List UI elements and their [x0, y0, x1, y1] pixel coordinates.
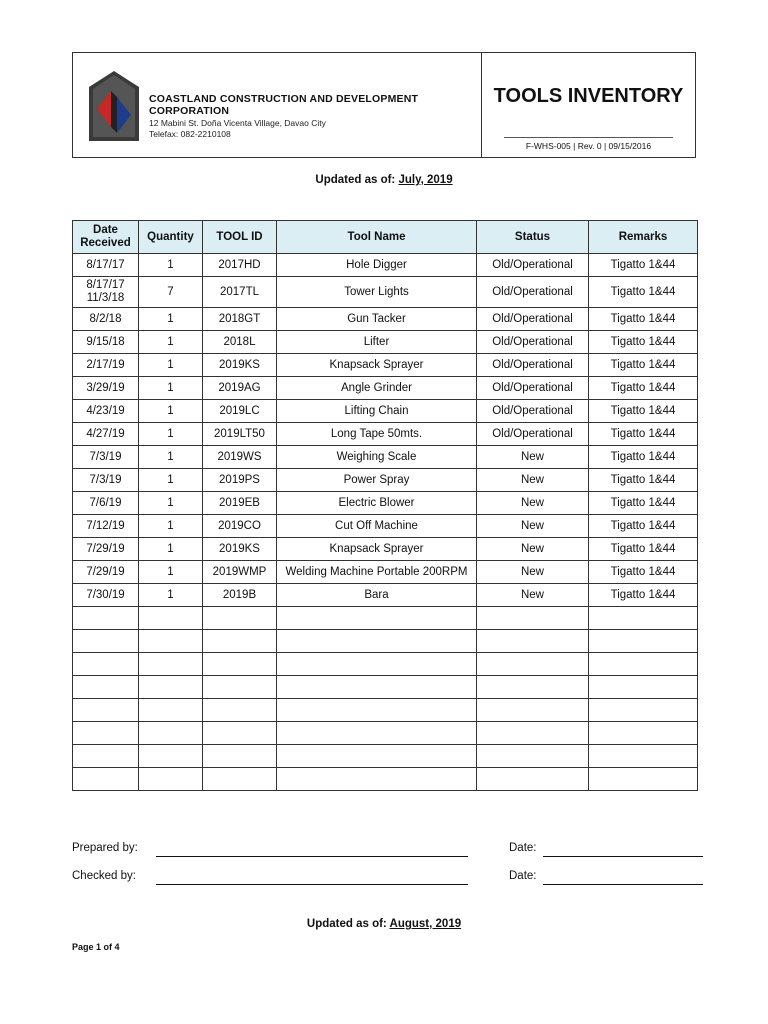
empty-cell[interactable] — [477, 722, 589, 745]
cell-remarks: Tigatto 1&44 — [589, 469, 698, 492]
empty-cell[interactable] — [73, 630, 139, 653]
cell-status: Old/Operational — [477, 377, 589, 400]
table-row — [73, 584, 698, 607]
checked-by-label: Checked by: — [72, 870, 136, 882]
cell-date-received: 7/6/19 — [73, 492, 139, 515]
col-status: Status — [477, 221, 589, 254]
cell-tool-name: Electric Blower — [277, 492, 477, 515]
cell-remarks: Tigatto 1&44 — [589, 308, 698, 331]
cell-tool-name: Cut Off Machine — [277, 515, 477, 538]
empty-cell[interactable] — [73, 722, 139, 745]
cell-quantity: 1 — [139, 446, 203, 469]
empty-cell[interactable] — [477, 653, 589, 676]
updated-value: August, 2019 — [389, 918, 462, 930]
cell-status: New — [477, 561, 589, 584]
prepared-date-label: Date: — [509, 842, 537, 854]
cell-tool-id: 2019WS — [203, 446, 277, 469]
empty-cell[interactable] — [477, 745, 589, 768]
empty-cell[interactable] — [477, 699, 589, 722]
cell-remarks: Tigatto 1&44 — [589, 331, 698, 354]
updated-label: Updated as of: — [315, 174, 399, 186]
company-address: 12 Mabini St. Doña Vicenta Village, Davao City — [149, 118, 326, 128]
cell-date-received: 4/27/19 — [73, 423, 139, 446]
empty-cell[interactable] — [203, 722, 277, 745]
cell-remarks: Tigatto 1&44 — [589, 515, 698, 538]
cell-status: Old/Operational — [477, 354, 589, 377]
cell-remarks: Tigatto 1&44 — [589, 400, 698, 423]
company-info — [149, 93, 481, 139]
cell-quantity: 1 — [139, 584, 203, 607]
form-code: F-WHS-005 | Rev. 0 | 09/15/2016 — [525, 141, 652, 151]
cell-quantity: 1 — [139, 400, 203, 423]
empty-cell[interactable] — [477, 630, 589, 653]
cell-tool-id: 2017TL — [203, 277, 277, 308]
cell-date-received: 7/3/19 — [73, 469, 139, 492]
empty-cell[interactable] — [203, 676, 277, 699]
company-telefax: Telefax: 082-2210108 — [149, 129, 231, 139]
inventory-table — [72, 220, 698, 791]
empty-table-row — [73, 699, 698, 722]
updated-as-of-bottom — [0, 918, 768, 930]
empty-cell[interactable] — [477, 676, 589, 699]
cell-quantity: 1 — [139, 492, 203, 515]
empty-cell[interactable] — [139, 768, 203, 791]
cell-status: Old/Operational — [477, 254, 589, 277]
cell-quantity: 1 — [139, 561, 203, 584]
empty-cell[interactable] — [139, 745, 203, 768]
cell-date-received: 7/30/19 — [73, 584, 139, 607]
cell-tool-name: Welding Machine Portable 200RPM — [277, 561, 477, 584]
table-row — [73, 331, 698, 354]
cell-status: Old/Operational — [477, 400, 589, 423]
empty-table-row — [73, 722, 698, 745]
prepared-date-line[interactable] — [543, 856, 703, 857]
empty-cell[interactable] — [139, 722, 203, 745]
checked-date-line[interactable] — [543, 884, 703, 885]
empty-cell[interactable] — [203, 699, 277, 722]
empty-cell[interactable] — [277, 676, 477, 699]
table-row — [73, 538, 698, 561]
title-block — [482, 53, 695, 157]
cell-date-received: 7/29/19 — [73, 561, 139, 584]
cell-status: Old/Operational — [477, 331, 589, 354]
cell-date-received: 8/17/17 11/3/18 — [73, 277, 139, 308]
cell-tool-name: Weighing Scale — [277, 446, 477, 469]
cell-tool-name: Bara — [277, 584, 477, 607]
empty-cell[interactable] — [73, 653, 139, 676]
table-row — [73, 400, 698, 423]
col-remarks: Remarks — [589, 221, 698, 254]
empty-cell[interactable] — [277, 699, 477, 722]
empty-cell[interactable] — [73, 699, 139, 722]
cell-date-received: 8/2/18 — [73, 308, 139, 331]
cell-date-received: 2/17/19 — [73, 354, 139, 377]
cell-date-received: 8/17/17 — [73, 254, 139, 277]
cell-quantity: 1 — [139, 331, 203, 354]
cell-remarks: Tigatto 1&44 — [589, 561, 698, 584]
checked-date-label: Date: — [509, 870, 537, 882]
company-logo-icon — [87, 69, 141, 143]
empty-cell[interactable] — [203, 630, 277, 653]
cell-tool-name: Long Tape 50mts. — [277, 423, 477, 446]
cell-status: New — [477, 492, 589, 515]
cell-quantity: 1 — [139, 515, 203, 538]
cell-tool-id: 2019LC — [203, 400, 277, 423]
cell-tool-name: Hole Digger — [277, 254, 477, 277]
empty-cell[interactable] — [589, 653, 698, 676]
col-date-received: Date Received — [73, 221, 139, 254]
empty-cell[interactable] — [277, 630, 477, 653]
cell-tool-id: 2019WMP — [203, 561, 277, 584]
cell-tool-name: Power Spray — [277, 469, 477, 492]
cell-date-received: 7/29/19 — [73, 538, 139, 561]
table-row — [73, 423, 698, 446]
cell-status: New — [477, 584, 589, 607]
empty-cell[interactable] — [73, 676, 139, 699]
cell-quantity: 1 — [139, 254, 203, 277]
cell-status: Old/Operational — [477, 423, 589, 446]
cell-quantity: 1 — [139, 423, 203, 446]
cell-quantity: 1 — [139, 538, 203, 561]
empty-cell[interactable] — [589, 676, 698, 699]
empty-cell[interactable] — [73, 768, 139, 791]
cell-tool-name: Lifting Chain — [277, 400, 477, 423]
cell-tool-id: 2019AG — [203, 377, 277, 400]
cell-status: New — [477, 538, 589, 561]
empty-cell[interactable] — [277, 607, 477, 630]
empty-cell[interactable] — [277, 768, 477, 791]
cell-tool-name: Knapsack Sprayer — [277, 354, 477, 377]
cell-tool-id: 2019LT50 — [203, 423, 277, 446]
empty-cell[interactable] — [589, 630, 698, 653]
cell-tool-id: 2019KS — [203, 354, 277, 377]
col-tool-name: Tool Name — [277, 221, 477, 254]
divider — [504, 137, 673, 138]
cell-status: Old/Operational — [477, 277, 589, 308]
empty-cell[interactable] — [277, 722, 477, 745]
cell-remarks: Tigatto 1&44 — [589, 423, 698, 446]
cell-status: Old/Operational — [477, 308, 589, 331]
cell-status: New — [477, 515, 589, 538]
cell-remarks: Tigatto 1&44 — [589, 584, 698, 607]
cell-date-received: 7/12/19 — [73, 515, 139, 538]
empty-table-row — [73, 768, 698, 791]
empty-cell[interactable] — [277, 745, 477, 768]
cell-tool-name: Angle Grinder — [277, 377, 477, 400]
empty-table-row — [73, 745, 698, 768]
cell-remarks: Tigatto 1&44 — [589, 354, 698, 377]
cell-remarks: Tigatto 1&44 — [589, 377, 698, 400]
document-title: TOOLS INVENTORY — [493, 85, 684, 107]
empty-table-row — [73, 630, 698, 653]
empty-cell[interactable] — [139, 607, 203, 630]
cell-remarks: Tigatto 1&44 — [589, 538, 698, 561]
table-body — [73, 254, 698, 791]
cell-quantity: 1 — [139, 354, 203, 377]
cell-status: New — [477, 446, 589, 469]
cell-status: New — [477, 469, 589, 492]
updated-as-of-top — [0, 174, 768, 186]
form-header — [72, 52, 696, 158]
table-row — [73, 469, 698, 492]
empty-cell[interactable] — [203, 607, 277, 630]
cell-remarks: Tigatto 1&44 — [589, 277, 698, 308]
updated-value: July, 2019 — [398, 174, 453, 186]
empty-cell[interactable] — [139, 699, 203, 722]
empty-cell[interactable] — [139, 676, 203, 699]
updated-label: Updated as of: — [306, 918, 390, 930]
table-row — [73, 377, 698, 400]
table-row — [73, 277, 698, 308]
empty-table-row — [73, 653, 698, 676]
cell-tool-id: 2019CO — [203, 515, 277, 538]
empty-cell[interactable] — [589, 699, 698, 722]
empty-cell[interactable] — [203, 745, 277, 768]
cell-date-received: 3/29/19 — [73, 377, 139, 400]
table-row — [73, 561, 698, 584]
empty-cell[interactable] — [277, 653, 477, 676]
company-name: COASTLAND CONSTRUCTION AND DEVELOPMENT CORPORATION — [149, 93, 419, 117]
table-row — [73, 515, 698, 538]
table-row — [73, 446, 698, 469]
cell-tool-id: 2019EB — [203, 492, 277, 515]
cell-date-received: 7/3/19 — [73, 446, 139, 469]
cell-tool-id: 2018L — [203, 331, 277, 354]
empty-cell[interactable] — [477, 607, 589, 630]
empty-cell[interactable] — [589, 745, 698, 768]
cell-tool-id: 2017HD — [203, 254, 277, 277]
cell-tool-id: 2019PS — [203, 469, 277, 492]
cell-tool-id: 2018GT — [203, 308, 277, 331]
cell-remarks: Tigatto 1&44 — [589, 446, 698, 469]
cell-date-received: 9/15/18 — [73, 331, 139, 354]
company-block — [73, 53, 482, 157]
table-row — [73, 308, 698, 331]
cell-quantity: 1 — [139, 469, 203, 492]
col-quantity: Quantity — [139, 221, 203, 254]
empty-cell[interactable] — [73, 745, 139, 768]
empty-cell[interactable] — [203, 768, 277, 791]
table-row — [73, 254, 698, 277]
col-tool-id: TOOL ID — [203, 221, 277, 254]
empty-cell[interactable] — [589, 607, 698, 630]
cell-tool-name: Lifter — [277, 331, 477, 354]
empty-table-row — [73, 676, 698, 699]
empty-cell[interactable] — [139, 653, 203, 676]
empty-cell[interactable] — [589, 768, 698, 791]
empty-cell[interactable] — [477, 768, 589, 791]
cell-tool-name: Knapsack Sprayer — [277, 538, 477, 561]
cell-tool-id: 2019KS — [203, 538, 277, 561]
cell-quantity: 1 — [139, 308, 203, 331]
checked-by-line[interactable] — [156, 884, 468, 885]
empty-cell[interactable] — [139, 630, 203, 653]
cell-tool-name: Tower Lights — [277, 277, 477, 308]
cell-date-received: 4/23/19 — [73, 400, 139, 423]
table-row — [73, 354, 698, 377]
page-number: Page 1 of 4 — [72, 942, 120, 952]
cell-tool-name: Gun Tacker — [277, 308, 477, 331]
prepared-by-line[interactable] — [156, 856, 468, 857]
empty-cell[interactable] — [589, 722, 698, 745]
table-row — [73, 492, 698, 515]
table-header-row — [73, 221, 698, 254]
empty-table-row — [73, 607, 698, 630]
empty-cell[interactable] — [73, 607, 139, 630]
cell-remarks: Tigatto 1&44 — [589, 492, 698, 515]
cell-quantity: 7 — [139, 277, 203, 308]
empty-cell[interactable] — [203, 653, 277, 676]
cell-remarks: Tigatto 1&44 — [589, 254, 698, 277]
cell-tool-id: 2019B — [203, 584, 277, 607]
prepared-by-label: Prepared by: — [72, 842, 138, 854]
cell-quantity: 1 — [139, 377, 203, 400]
